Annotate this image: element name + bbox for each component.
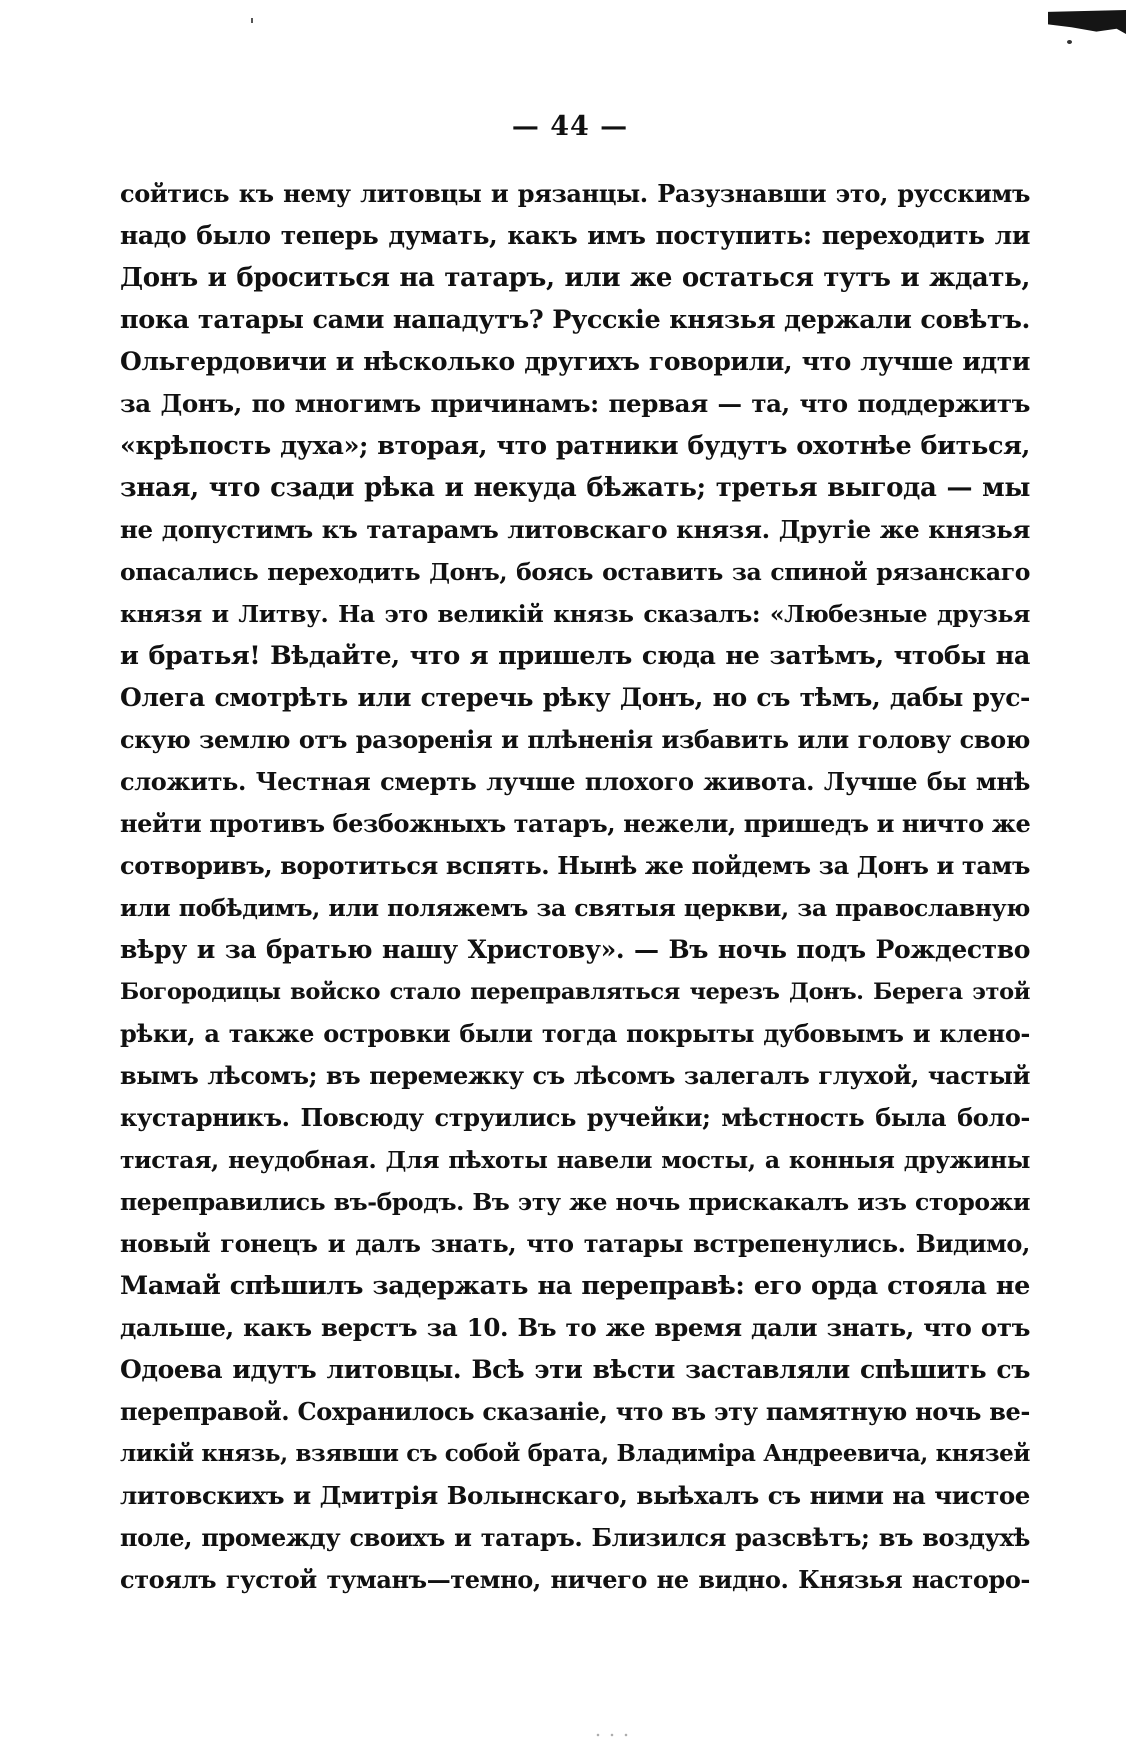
text-line: сойтись къ нему литовцы и рязанцы. Разузнавши это, русскимъ	[120, 179, 1030, 208]
text-line: Одоева идутъ литовцы. Всѣ эти вѣсти заставляли спѣшить съ	[120, 1355, 1030, 1384]
text-line: вѣру и за братью нашу Христову». — Въ ночь подъ Рождество	[120, 935, 1030, 964]
text-line: опасались переходить Донъ, боясь оставить за спиной рязанскаго	[120, 558, 1030, 586]
text-line: переправились въ-бродъ. Въ эту же ночь прискакалъ изъ сторожи	[120, 1188, 1030, 1216]
text-line: надо было теперь думать, какъ имъ поступить: переходить ли	[120, 221, 1030, 250]
text-line: Донъ и броситься на татаръ, или же остаться тутъ и ждать,	[120, 263, 1030, 293]
text-line: сотворивъ, воротиться вспять. Нынѣ же пойдемъ за Донъ и тамъ	[120, 851, 1030, 880]
text-line: новый гонецъ и далъ знать, что татары встрепенулись. Видимо,	[120, 1229, 1030, 1258]
text-line: сложить. Честная смерть лучше плохого живота. Лучше бы мнѣ	[120, 767, 1030, 796]
text-line: зная, что сзади рѣка и некуда бѣжать; третья выгода — мы	[120, 473, 1030, 503]
text-line: рѣки, а также островки были тогда покрыты дубовымъ и клено-	[120, 1019, 1030, 1048]
text-line: «крѣпость духа»; вторая, что ратники будутъ охотнѣе биться,	[120, 431, 1030, 461]
text-line: скую землю отъ разоренія и плѣненія избавить или голову свою	[120, 725, 1030, 754]
text-line: кустарникъ. Повсюду струились ручейки; мѣстность была боло-	[120, 1103, 1030, 1132]
scan-speck	[596, 1733, 636, 1737]
text-line: дальше, какъ верстъ за 10. Въ то же время дали знать, что отъ	[120, 1313, 1030, 1342]
text-line: нейти противъ безбожныхъ татаръ, нежели, пришедъ и ничто же	[120, 809, 1030, 838]
text-line: Олега смотрѣть или стеречь рѣку Донъ, но съ тѣмъ, дабы рус-	[120, 683, 1030, 712]
text-line: пока татары сами нападутъ? Русскіе князья держали совѣтъ.	[120, 305, 1030, 335]
text-line: ликій князь, взявши съ собой брата, Владиміра Андреевича, князей	[120, 1440, 1030, 1467]
scan-speck	[251, 18, 253, 23]
text-line: стоялъ густой туманъ—темно, ничего не видно. Князья насторо-	[120, 1565, 1030, 1594]
text-line: поле, промежду своихъ и татаръ. Близился разсвѣтъ; въ воздухѣ	[120, 1523, 1030, 1552]
scan-corner-mark	[1048, 10, 1126, 34]
text-line: князя и Литву. На это великій князь сказалъ: «Любезные друзья	[120, 600, 1030, 628]
page-number: — 44 —	[511, 111, 629, 142]
text-line: Богородицы войско стало переправляться черезъ Донъ. Берега этой	[120, 979, 1030, 1005]
text-line: тистая, неудобная. Для пѣхоты навели мосты, а конныя дружины	[120, 1146, 1030, 1174]
text-line: Мамай спѣшилъ задержать на переправѣ: его орда стояла не	[120, 1271, 1030, 1301]
text-line: и братья! Вѣдайте, что я пришелъ сюда не затѣмъ, чтобы на	[120, 641, 1030, 671]
text-line: за Донъ, по многимъ причинамъ: первая — та, что поддержитъ	[120, 389, 1030, 418]
text-line: литовскихъ и Дмитрія Волынскаго, выѣхалъ съ ними на чистое	[120, 1481, 1030, 1510]
text-line: или побѣдимъ, или поляжемъ за святыя церкви, за православную	[120, 894, 1030, 922]
text-line: вымъ лѣсомъ; въ перемежку съ лѣсомъ залегалъ глухой, частый	[120, 1061, 1030, 1090]
text-line: Ольгердовичи и нѣсколько другихъ говорили, что лучше идти	[120, 347, 1030, 376]
text-line: не допустимъ къ татарамъ литовскаго князя. Другіе же князья	[120, 515, 1030, 544]
scan-dust	[1067, 40, 1072, 44]
text-line: переправой. Сохранилось сказаніе, что въ эту памятную ночь ве-	[120, 1397, 1030, 1426]
body-text	[120, 173, 1030, 1601]
